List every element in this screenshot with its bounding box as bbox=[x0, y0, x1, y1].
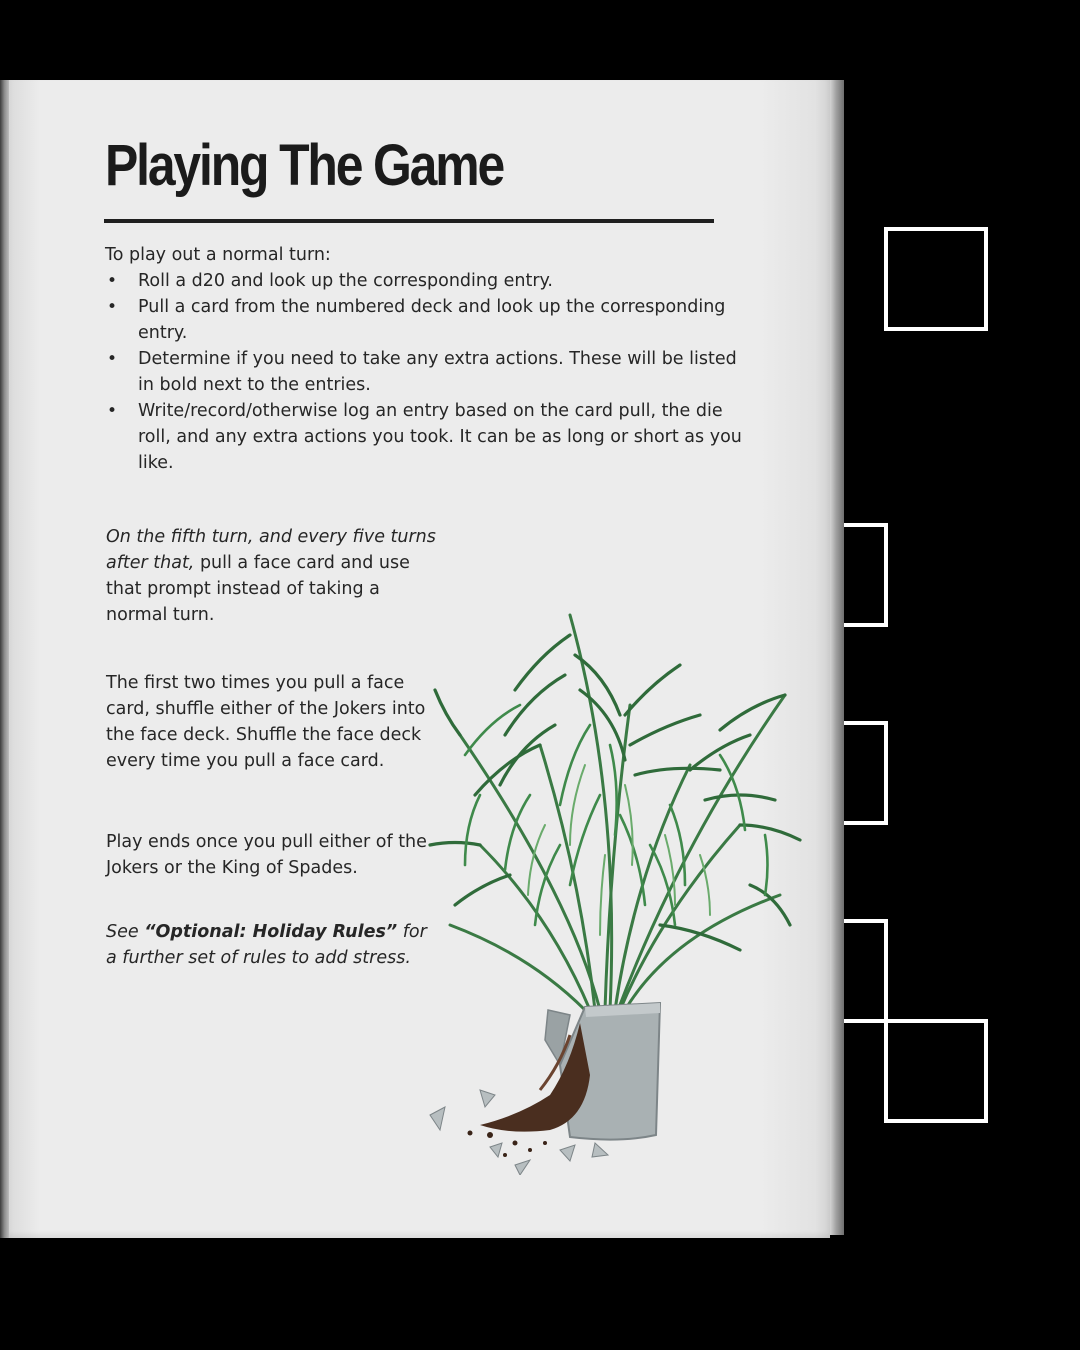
fifth-turn-rest: pull a face card and use that prompt instead of taking a normal turn. bbox=[106, 553, 410, 625]
potted-palm-icon bbox=[420, 595, 810, 1175]
intro-text: To play out a normal turn: bbox=[105, 245, 331, 265]
list-item bbox=[105, 398, 745, 476]
page-title: Playing The Game bbox=[105, 133, 504, 198]
bullet-icon: • bbox=[107, 271, 118, 291]
turn-steps-list bbox=[105, 268, 745, 476]
jokers-paragraph: The first two times you pull a face card, shuffle either of the Jokers into the face deck. Shuffle the face deck every time you pull a face card. bbox=[106, 673, 426, 771]
book-spine bbox=[0, 80, 9, 1238]
see-note-suffix: for a further set of rules to add stress. bbox=[106, 922, 427, 968]
bullet-icon: • bbox=[107, 297, 118, 317]
see-note-bold: “Optional: Holiday Rules” bbox=[144, 922, 398, 942]
list-item bbox=[105, 346, 745, 398]
see-note-prefix: See bbox=[106, 922, 145, 942]
fifth-turn-italic: On the fifth turn, and every five turns after that, bbox=[106, 527, 436, 573]
title-underline bbox=[104, 219, 714, 223]
fifth-turn-paragraph bbox=[106, 524, 436, 628]
list-item bbox=[105, 294, 745, 346]
decor-square bbox=[884, 1019, 988, 1123]
step-text: Pull a card from the numbered deck and look up the corresponding entry. bbox=[138, 297, 726, 343]
end-paragraph: Play ends once you pull either of the Jokers or the King of Spades. bbox=[106, 832, 427, 878]
see-note-paragraph bbox=[106, 919, 436, 971]
step-text: Determine if you need to take any extra actions. These will be listed in bold next to the entries. bbox=[138, 349, 737, 395]
list-item bbox=[105, 268, 745, 294]
step-text: Write/record/otherwise log an entry based on the card pull, the die roll, and any extra actions you took. It can be as long or short as you like. bbox=[138, 401, 742, 473]
decor-square bbox=[884, 227, 988, 331]
bullet-icon: • bbox=[107, 401, 118, 421]
step-text: Roll a d20 and look up the corresponding entry. bbox=[138, 271, 553, 291]
bullet-icon: • bbox=[107, 349, 118, 369]
